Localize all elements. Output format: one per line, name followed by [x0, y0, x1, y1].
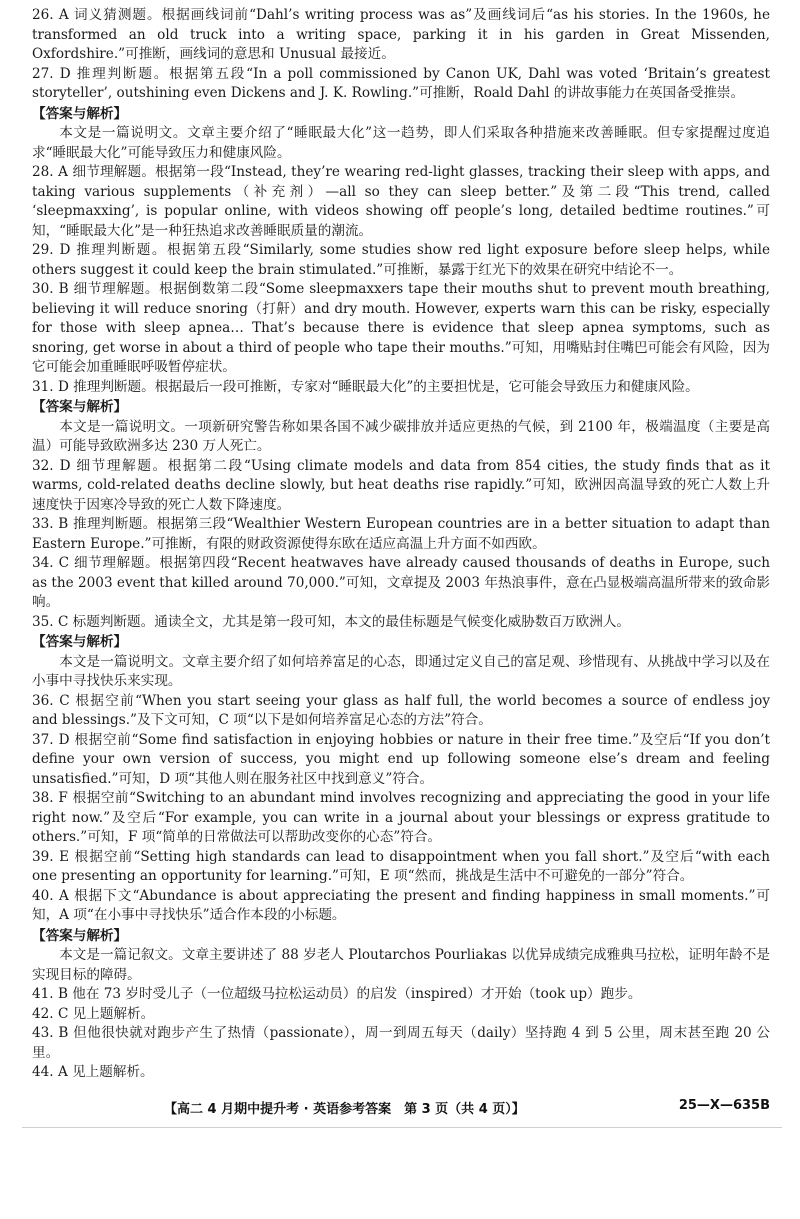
answer-item-34: 34. C 细节理解题。根据第四段“Recent heatwaves have already caused thousands of deaths in Europe, such as the 2003 event that killed around 70,000.”可知，文章提及 2003 年热浪事件，意在凸显极端高温所带来的致命影响。	[32, 555, 770, 610]
answer-content	[32, 6, 770, 1083]
answer-item-29: 29. D 推理判断题。根据第五段“Similarly, some studies show red light exposure before sleep helps, while others suggest it could keep the brain stimulated.”可推断，暴露于红光下的效果在研究中结论不一。	[32, 242, 770, 278]
footer-divider	[22, 1127, 782, 1128]
answer-item-40: 40. A 根据下文“Abundance is about appreciating the present and finding happiness in small moments.”可知，A 项“在小事中寻找快乐”适合作本段的小标题。	[32, 887, 770, 923]
answer-item-31: 31. D 推理判断题。根据最后一段可推断，专家对“睡眠最大化”的主要担忧是，它可能会导致压力和健康风险。	[32, 378, 699, 395]
answer-item-37: 37. D 根据空前“Some find satisfaction in enjoying hobbies or nature in their free time.”及空后“If you don’t define your own version of success, you might end up following someone else’s dream and feeling unsatisfied.”可知，D 项“其他人则在服务社区中找到意义”符合。	[32, 731, 770, 787]
answer-item-28: 28. A 细节理解题。根据第一段“Instead, they’re wearing red-light glasses, tracking their sleep with apps, and taking various supplements（补充剂）—all so they can sleep better.”及第二段“This trend, called ‘sleepmaxxing’, is popular online, with videos showing off people’s long, detailed bedtime routines.”可知，“睡眠最大化”是一种狂热追求改善睡眠质量的潮流。	[32, 164, 770, 239]
passage-summary: 本文是一篇说明文。文章主要介绍了如何培养富足的心态，即通过定义自己的富足观、珍惜现有、从挑战中学习以及在小事中寻找快乐来实现。	[32, 653, 770, 689]
answer-item-36: 36. C 根据空前“When you start seeing your glass as half full, the world becomes a source of endless joy and blessings.”及下文可知，C 项“以下是如何培养富足心态的方法”符合。	[32, 692, 770, 728]
section-heading: 【答案与解析】	[32, 399, 128, 415]
footer-code: 25—X—635B	[678, 1098, 770, 1113]
passage-summary: 本文是一篇记叙文。文章主要讲述了 88 岁老人 Ploutarchos Pourliakas 以优异成绩完成雅典马拉松，证明年龄不是实现目标的障碍。	[32, 947, 770, 983]
answer-item-33: 33. B 推理判断题。根据第三段“Wealthier Western European countries are in a better situation to adapt than Eastern Europe.”可推断，有限的财政资源使得东欧在适应高温上升方面不如西欧。	[32, 516, 770, 552]
answer-item-26: 26. A 词义猜测题。根据画线词前“Dahl’s writing process was as”及画线词后“as his stories. In the 1960s, he transformed an old truck into a writing space, parking it in his garden in Great Missenden, Oxfordshire.”可推断，画线词的意思和 Unusual 最接近。	[32, 7, 770, 62]
passage-summary: 本文是一篇说明文。文章主要介绍了“睡眠最大化”这一趋势，即人们采取各种措施来改善睡眠。但专家提醒过度追求“睡眠最大化”可能导致压力和健康风险。	[32, 125, 770, 161]
answer-item-39: 39. E 根据空前“Setting high standards can lead to disappointment when you fall short.”及空后“with each one presenting an opportunity for learning.”可知，E 项“然而，挑战是生活中不可避免的一部分”符合。	[32, 848, 770, 884]
footer-title: 【高二 4 月期中提升考 · 英语参考答案 第 3 页（共 4 页）】	[164, 1102, 525, 1117]
section-heading: 【答案与解析】	[32, 105, 128, 122]
section-heading: 【答案与解析】	[32, 634, 128, 650]
section-heading: 【答案与解析】	[32, 927, 128, 944]
answer-item-30: 30. B 细节理解题。根据倒数第二段“Some sleepmaxxers tape their mouths shut to prevent mouth breathing, believing it will reduce snoring（打鼾）and dry mouth. However, experts warn this can be risky, especially for those with sleep apnea… That’s because there is evidence that sleep apnea symptoms, such as snoring, get worse in about a third of people who tape their mouths.”可知，用嘴贴封住嘴巴可能会有风险，因为它可能会加重睡眠呼吸暂停症状。	[32, 281, 770, 375]
answer-item-43: 43. B 但他很快就对跑步产生了热情（passionate），周一到周五每天（daily）坚持跑 4 到 5 公里，周末甚至跑 20 公里。	[32, 1025, 770, 1061]
passage-summary: 本文是一篇说明文。一项新研究警告称如果各国不减少碳排放并适应更热的气候，到 2100 年，极端温度（主要是高温）可能导致欧洲多达 230 万人死亡。	[32, 418, 770, 454]
answer-item-44: 44. A 见上题解析。	[32, 1064, 154, 1080]
answer-item-41: 41. B 他在 73 岁时受儿子（一位超级马拉松运动员）的启发（inspired）才开始（took up）跑步。	[32, 986, 642, 1002]
answer-item-32: 32. D 细节理解题。根据第二段“Using climate models and data from 854 cities, the study finds that as it warms, cold-related deaths decline slowly, but heat deaths rise rapidly.”可知，欧洲因高温导致的死亡人数上升速度快于因寒冷导致的死亡人数下降速度。	[32, 457, 770, 513]
answer-item-42: 42. C 见上题解析。	[32, 1005, 155, 1022]
answer-item-35: 35. C 标题判断题。通读全文，尤其是第一段可知，本文的最佳标题是气候变化威胁数百万欧洲人。	[32, 613, 631, 630]
answer-item-27: 27. D 推理判断题。根据第五段“In a poll commissioned by Canon UK, Dahl was voted ‘Britain’s greatest storyteller’, outshining even Dickens and J. K. Rowling.”可推断，Roald Dahl 的讲故事能力在英国备受推崇。	[32, 65, 770, 101]
page-footer	[32, 1098, 770, 1117]
answer-item-38: 38. F 根据空前“Switching to an abundant mind involves recognizing and appreciating the good in your life right now.”及空后“For example, you can write in a journal about your blessings or express gratitude to others.”可知，F 项“简单的日常做法可以帮助改变你的心态”符合。	[32, 790, 770, 845]
